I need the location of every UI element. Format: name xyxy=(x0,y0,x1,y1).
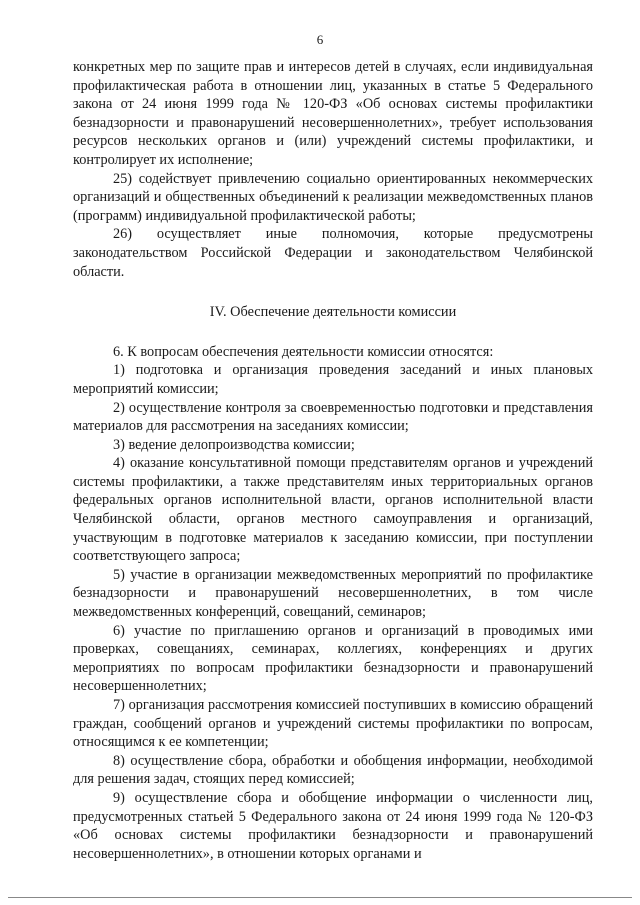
paragraph-continued: конкретных мер по защите прав и интересов детей в случаях, если индивидуальная профилактическая работа в отношении лиц, указанных в статье 5 Федерального закона от 24 июня 1999 года № 120-ФЗ «Об основах системы профилактики безнадзорности и правонарушений несовершеннолетних», требует использования ресурсов нескольких органов и (или) учреждений системы профилактики, и контролирует их исполнение; xyxy=(73,59,593,168)
list-item-2: 2) осуществление контроля за своевременностью подготовки и представления материалов для рассмотрения на заседаниях комиссии; xyxy=(73,399,593,435)
list-item-8: 8) осуществление сбора, обработки и обобщения информации, необходимой для решения задач, стоящих перед комиссией; xyxy=(73,752,593,788)
page-number: 6 xyxy=(316,32,324,47)
list-item-6: 6) участие по приглашению органов и организаций в проводимых ими проверках, совещаниях, семинарах, коллегиях, конференциях и других мероприятиях по вопросам профилактики безнадзорности и правонарушений несовершеннолетних; xyxy=(73,622,593,695)
section-heading: IV. Обеспечение деятельности комиссии xyxy=(209,304,457,321)
list-item-1: 1) подготовка и организация проведения заседаний и иных плановых мероприятий комиссии; xyxy=(73,362,593,397)
list-item-4: 4) оказание консультативной помощи представителям органов и учреждений системы профилактики, а также представителям иных территориальных органов федеральных органов исполнительной власти, органов исполнительной власти Челябинской области, органов местного самоуправления и организаций, участвующим в подготовке материалов к заседанию комиссии, при поступлении соответствующего запроса; xyxy=(73,455,593,565)
clause-6-intro: 6. К вопросам обеспечения деятельности комиссии относятся: xyxy=(113,343,494,360)
scan-edge-line xyxy=(8,897,632,898)
list-item-7: 7) организация рассмотрения комиссией поступивших в комиссию обращений граждан, сообщений органов и учреждений системы профилактики по вопросам, относящимся к ее компетенции; xyxy=(73,697,593,751)
list-item-3: 3) ведение делопроизводства комиссии; xyxy=(113,436,355,453)
list-item-9: 9) осуществление сбора и обобщение информации о численности лиц, предусмотренных статьей 5 Федерального закона от 24 июня 1999 года № 120-ФЗ «Об основах системы профилактики безнадзорности и правонарушений несовершеннолетних», в отношении которых органами и xyxy=(73,789,593,862)
document-body xyxy=(73,58,593,863)
paragraph-item-25: 25) содействует привлечению социально ориентированных некоммерческих организаций и общественных объединений к реализации межведомственных планов (программ) индивидуальной профилактической работы; xyxy=(73,170,593,224)
paragraph-item-26: 26) осуществляет иные полномочия, которые предусмотрены законодательством Российской Федерации и законодательством Челябинской области. xyxy=(73,226,593,280)
list-item-5: 5) участие в организации межведомственных мероприятий по профилактике безнадзорности и правонарушений несовершеннолетних, в том числе межведомственных конференций, совещаний, семинаров; xyxy=(73,566,593,621)
